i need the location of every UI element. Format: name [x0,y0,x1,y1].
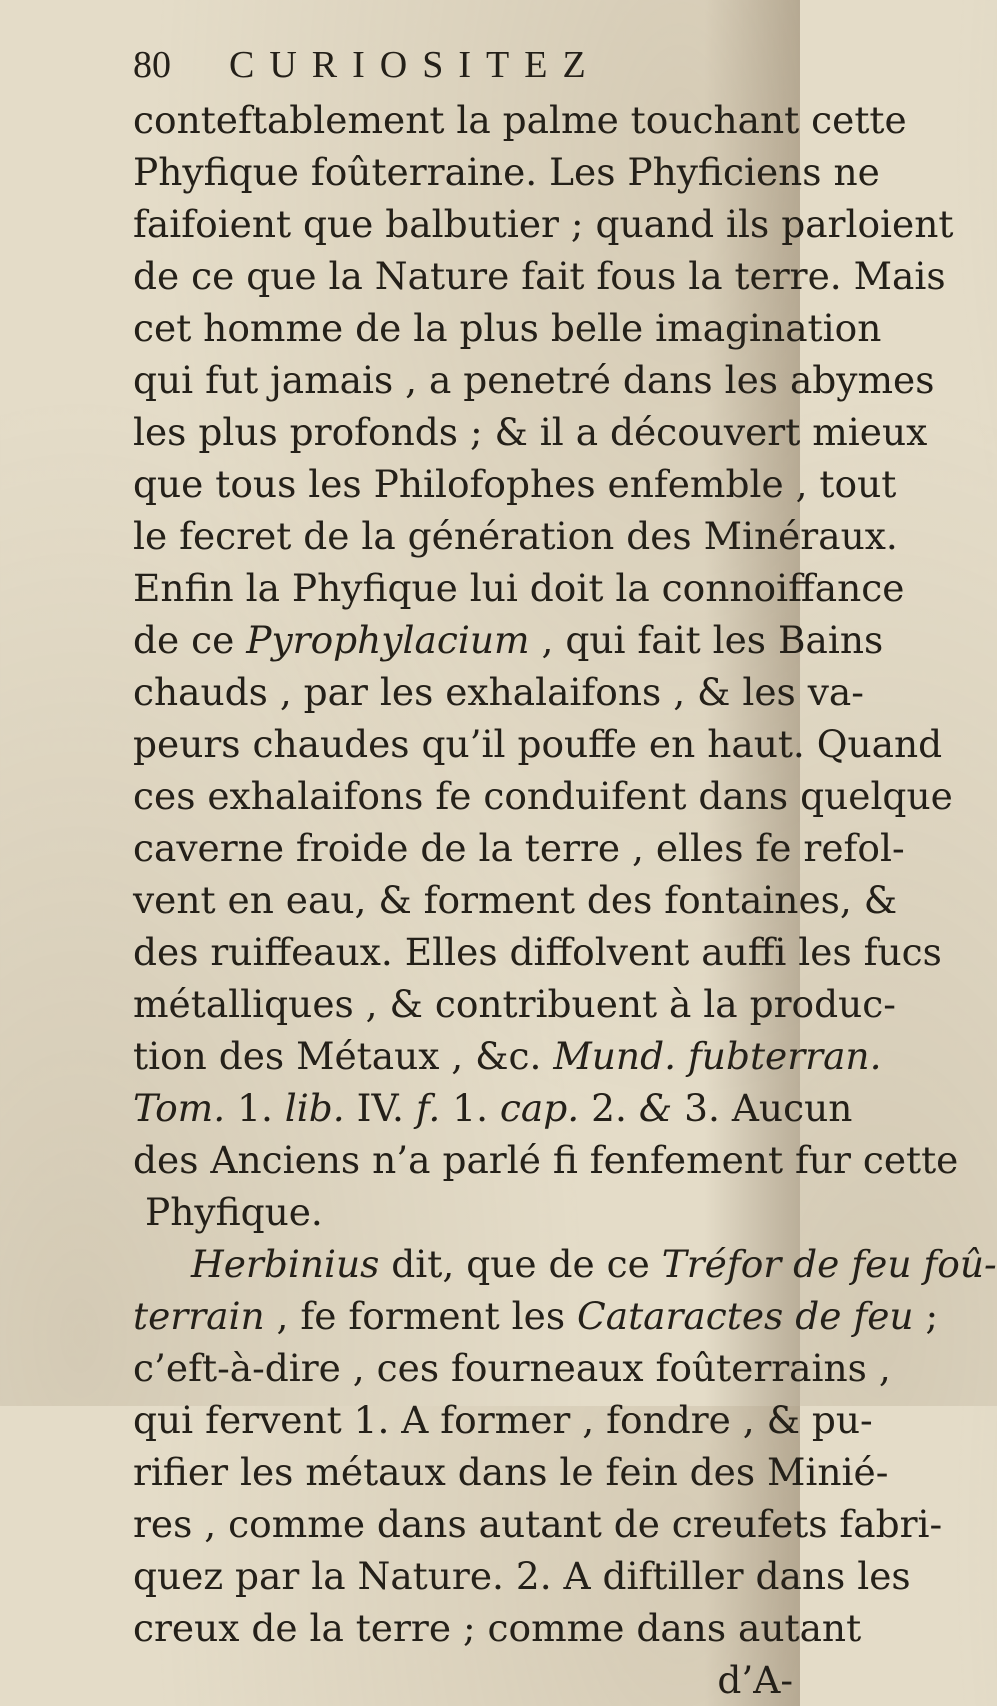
italic-text-segment: Herbinius [191,1242,380,1286]
text-segment: vent en eau, & forment des fontaines, & [133,878,898,922]
italic-text-segment: Tréfor de feu foû- [661,1242,997,1286]
text-line [133,94,907,146]
running-head [133,36,792,94]
text-line [133,1238,997,1290]
text-line [133,926,942,978]
text-line [133,1446,889,1498]
italic-text-segment: & [638,1086,673,1130]
text-line [133,666,864,718]
text-segment: les plus profonds ; & il a découvert mieux [133,410,928,454]
text-line [133,1082,853,1134]
text-segment: Enfin la Phyfique lui doit la connoiffance [133,566,905,610]
text-segment: métalliques , & contribuent à la produc- [133,982,896,1026]
text-segment: Phyfique foûterraine. Les Phyficiens ne [133,150,880,194]
text-line [133,978,896,1030]
italic-text-segment: f. [415,1086,441,1130]
text-segment: faifoient que balbutier ; quand ils parloient [133,202,954,246]
text-segment: ces exhalaifons fe conduifent dans quelque [133,774,953,818]
text-segment: d’A- [717,1658,793,1702]
text-segment: IV. [344,1086,416,1130]
text-segment: chauds , par les exhalaifons , & les va- [133,670,864,714]
text-line [133,354,935,406]
text-segment: peurs chaudes qu’il pouffe en haut. Quand [133,722,943,766]
text-segment: que tous les Philofophes enfemble , tout [133,462,897,506]
text-line [133,718,943,770]
italic-text-segment: lib. [284,1086,345,1130]
text-segment: dit, que de ce [379,1242,662,1286]
text-segment: caverne froide de la terre , elles fe refol- [133,826,905,870]
text-segment: , fe forment les [264,1294,578,1338]
text-line [133,1030,882,1082]
text-line [133,458,897,510]
text-segment: c’eft-à-dire , ces fourneaux foûterrains , [133,1346,891,1390]
text-segment: 1. [440,1086,500,1130]
italic-text-segment: Tom. [133,1086,226,1130]
text-segment: des Anciens n’a parlé fi fenfement fur cette [133,1138,959,1182]
text-line [133,250,946,302]
text-segment: res , comme dans autant de creufets fabri- [133,1502,943,1546]
text-segment: de ce que la Nature fait fous la terre. Mais [133,254,946,298]
text-segment: creux de la terre ; comme dans autant [133,1606,862,1650]
text-line [133,614,884,666]
body-text [133,94,997,1706]
italic-text-segment: Cataractes de feu [577,1294,914,1338]
text-line [133,1186,793,1238]
text-line [133,302,882,354]
text-segment: 1. [225,1086,285,1130]
text-line [133,562,905,614]
text-segment: ; [913,1294,939,1338]
text-segment: tion des Métaux , &c. [133,1034,554,1078]
text-segment: quez par la Nature. 2. A diftiller dans les [133,1554,911,1598]
text-line [133,198,954,250]
text-segment: 2. [579,1086,639,1130]
text-segment: le fecret de la génération des Minéraux. [133,514,898,558]
italic-text-segment: Mund. fubterran. [553,1034,882,1078]
text-segment: des ruiffeaux. Elles diffolvent auffi les fucs [133,930,942,974]
text-line [133,1654,793,1706]
text-line [133,1134,959,1186]
text-segment: qui fervent 1. A former , fondre , & pu- [133,1398,873,1442]
running-title: CURIOSITEZ [229,44,601,86]
text-line [133,510,898,562]
italic-text-segment: terrain [133,1294,265,1338]
text-segment: de ce [133,618,247,662]
text-segment: conteftablement la palme touchant cette [133,98,907,142]
text-line [133,874,898,926]
italic-text-segment: Pyrophylacium [246,618,530,662]
text-segment: cet homme de la plus belle imagination [133,306,882,350]
text-line [133,1290,939,1342]
text-segment: 3. Aucun [672,1086,853,1130]
text-line [133,1394,873,1446]
italic-text-segment: cap. [499,1086,580,1130]
text-segment: qui fut jamais , a penetré dans les abymes [133,358,935,402]
text-line [133,770,953,822]
text-line [133,406,928,458]
text-line [133,822,905,874]
page-number: 80 [133,44,171,86]
text-segment: Phyfique. [145,1190,323,1234]
text-line [133,146,880,198]
text-line [133,1550,911,1602]
text-line [133,1498,943,1550]
text-segment: , qui fait les Bains [529,618,884,662]
text-segment: rifier les métaux dans le fein des Minié- [133,1450,889,1494]
text-line [133,1342,891,1394]
text-line [133,1602,862,1654]
